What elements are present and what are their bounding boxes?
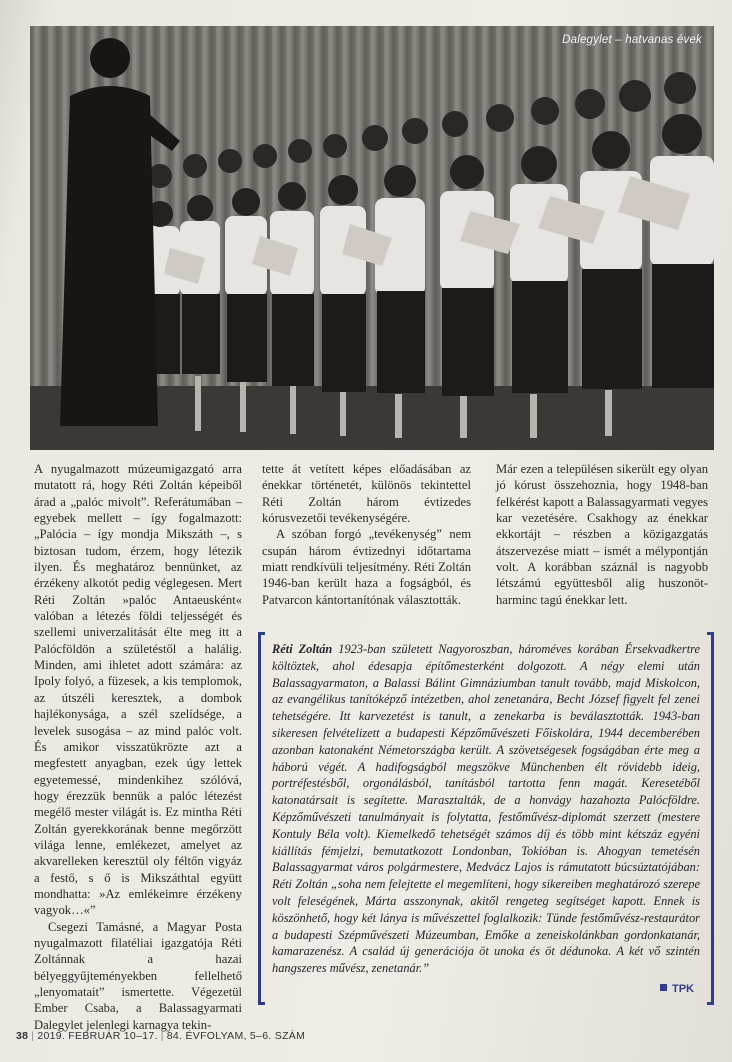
paragraph: tette át vetített képes előadásában az énekkar történetét, különös tekintettel Réti Zoltán három évtizedes kórusvezetői tevékenységére. [262,462,471,526]
paragraph: Csegezi Tamásné, a Magyar Posta nyugalmazott filatéliai igazgatója Réti Zoltánnak a hazai bélyeggyűjteményekben fellelhető „lenyomatait” ismertette. Végezetül Ember Csaba, a Balassagyarmati Dalegylet jelenlegi karnagya tekin- [34,919,242,1032]
biography-text [272,641,700,977]
paragraph: A nyugalmazott múzeumigazgató arra mutatott rá, hogy Réti Zoltán képeiből árad a „palóc mivolt”. Referátumában – egyebek mellett – így fogalmazott: „Palócia – így mondja Mikszáth –, s biztosan tudom, érzem, hogy létezik ilyen. És meghatároz bennünket, az érzékeny alkotót pedig véglegesen. Mert Réti Zoltán »palóc Antaeusként« valóban a létezés földi teljességét és szellemi univerzalitását élte meg itt a Palócföldön a születéstől a halálig. Minden, ami ihletet adott számára: az Ipoly folyó, a füzesek, a kis templomok, az útszéli keresztek, a dombok hajlékonysága, a szél szelídsége, a levelek susogása – az mind palóc volt. És amikor visszatükrözte azt a megfestett anyagban, ezek úgy lettek egyetemessé, mindenkihez szólóvá, hogy érezzük bennük a palóc létezést megélő mester világát is. Ez mintha Réti Zoltán gyerekkorának benne megőrzött világa lenne, emlékezet, amelyet az akvarelleken keresztül oly féltőn vigyáz a festő, s ő is Mikszáthtal együtt mondhatta: »Az emlékeimre érzékeny vagyok…«” [34,462,242,918]
issue-date: 2019. FEBRUÁR 10–17. [37,1030,158,1042]
choir-photo-illustration [30,26,714,450]
bracket-right [707,632,714,1005]
bracket-left [258,632,265,1005]
biography-name: Réti Zoltán [272,642,333,656]
page-footer: 38 | 2019. FEBRUÁR 10–17. | 84. ÉVFOLYAM, 5–6. SZÁM [16,1030,306,1042]
article-column-2 [262,461,471,608]
square-bullet-icon [660,984,667,991]
page-number: 38 [16,1030,29,1042]
biography-body: 1923-ban született Nagyoroszban, hároméves korában Érsekvadkertre költöztek, ahol édesapja építőmesterként dolgozott. A négy elemi után Balassagyarmaton, a Balassi Bálint Gimnáziumban tanult tovább, majd Miskolcon, az evangélikus tanítóképző intézetben, ahol zenetanára, Becht József figyelt fel zenei tehetségére. Itt karvezetést is tanult, a zenekarba is beválasztották. 1943-ban sikeresen felvételizett a budapesti Képzőművészeti Főiskolára, 1944 decemberében azonban katonaként Németországba került. A szövetségesek fogságában érte meg a háború végét. A hadifogságból megszökve Münchenben élt rövidebb ideig, portréfestésből, orgonálásból, tanításból tartotta fenn magát. Keresetéből katonatársait is segítette. Marasztalták, de a honvágy hazahozta Palócföldre. Képzőművészeti tanulmányait is folytatta, festőművész-diplomát szerzett (mestere Kontuly Béla volt). Kiemelkedő tehetségét számos díj és több mint kétszáz egyéni kiállítás fémjelzi, bemutatkozott Londonban, Tokióban is. Ahogyan temetésén Balassagyarmat város polgármestere, Medvácz Lajos is rámutatott búcsúztatójában: Réti Zoltán „soha nem felejtette el megemlíteni, hogy sikereiben meghatározó szerepe volt feleségének, Márta asszonynak, akitől rengeteg segítséget kapott. Ennek is köszönhető, hogy két lánya is művészettel foglalkozik: Tünde festőművész-restaurátor a budapesti Szépművészeti Múzeumban, Emőke a zeneiskolánkban gordonkatanár, kamarazenész. A család új generációja öt unoka és öt dédunoka. A két vő szintén hangszeres művész, zenetanár.” [272,642,701,976]
photo-caption: Dalegylet – hatvanas évek [562,34,702,46]
signature-text: TPK [672,983,694,995]
paragraph: Már ezen a településen sikerült egy olyan jó kórust összehoznia, hogy 1948-ban felkérést kapott a Balassagyarmati vegyes kar vezetésére. Csakhogy az énekkar ekkortájt – részben a közigazgatás átszervezése miatt – ismét a mélypontján volt. A korábban száznál is nagyobb létszámú együttesből alig huszonöt-harminc tagú énekkar lett. [496,462,708,607]
article-column-3 [496,461,708,608]
biography-box [258,632,714,1005]
issue-volume: 84. ÉVFOLYAM, 5–6. SZÁM [166,1030,306,1042]
author-signature [660,983,694,995]
article-column-1 [34,461,242,1033]
paragraph: A szóban forgó „tevékenység” nem csupán három évtizednyi időtartama miatt rendkívüli teljesítmény. Réti Zoltán 1946-ban került haza a fogságból, és Patvarcon kántortanítónak választották. [262,527,471,607]
choir-photo [30,26,714,450]
